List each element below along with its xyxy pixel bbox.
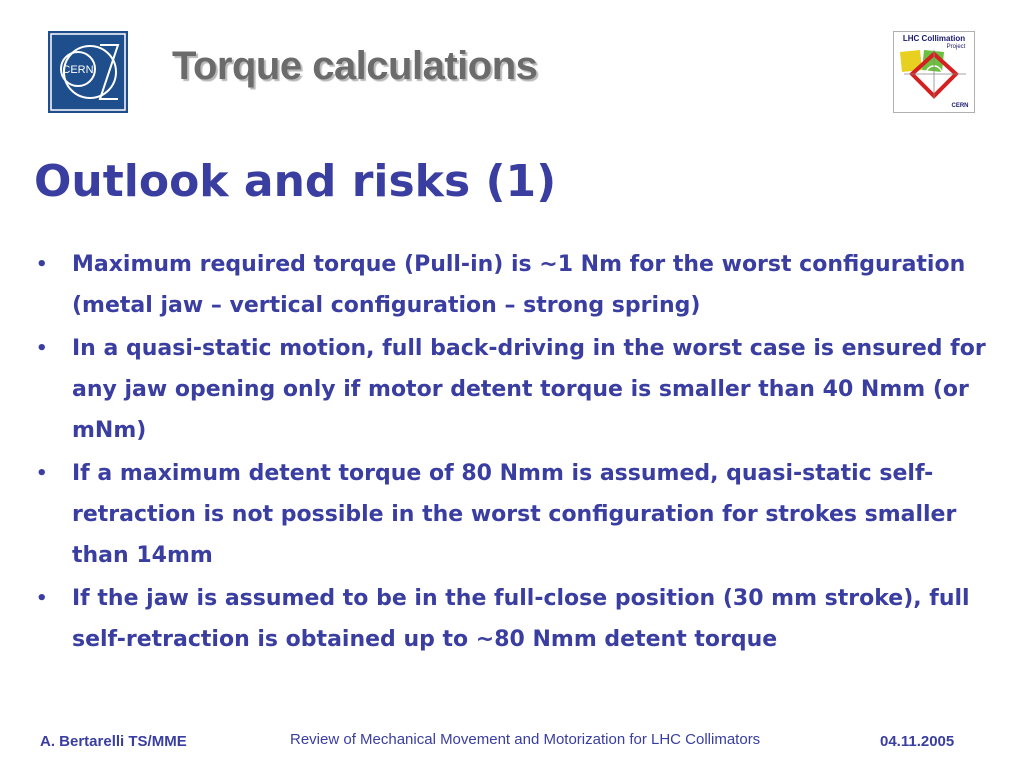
slide-title: Outlook and risks (1) <box>34 156 557 207</box>
bullet-icon: • <box>36 463 48 484</box>
bullet-text: Maximum required torque (Pull-in) is ~1 Nm for the worst configuration (metal jaw – vertical configuration – strong spring) <box>72 252 966 318</box>
svg-text:LHC Collimation: LHC Collimation <box>902 34 966 43</box>
bullet-item <box>36 578 1016 660</box>
footer-date: 04.11.2005 <box>880 733 955 750</box>
bullet-text: If a maximum detent torque of 80 Nmm is assumed, quasi-static self-retraction is not possible in the worst configuration for strokes smaller than 14mm <box>72 461 957 568</box>
bullet-text: In a quasi-static motion, full back-driving in the worst case is ensured for any jaw opening only if motor detent torque is smaller than 40 Nmm (or mNm) <box>72 336 986 443</box>
footer-presentation-title: Review of Mechanical Movement and Motorization for LHC Collimators <box>290 731 761 748</box>
lhc-collimation-logo <box>893 31 975 113</box>
svg-text:CERN: CERN <box>62 64 94 76</box>
bullet-item <box>36 328 1016 451</box>
bullet-icon: • <box>36 338 48 359</box>
header-title: Torque calculations <box>172 44 538 88</box>
svg-text:Project: Project <box>946 44 966 50</box>
bullet-item <box>36 244 1016 326</box>
svg-text:CERN: CERN <box>951 103 969 109</box>
cern-logo <box>48 31 128 113</box>
footer-author: A. Bertarelli TS/MME <box>40 733 187 750</box>
bullet-icon: • <box>36 254 48 275</box>
bullet-icon: • <box>36 588 48 609</box>
bullet-text: If the jaw is assumed to be in the full-close position (30 mm stroke), full self-retraction is obtained up to ~80 Nmm detent torque <box>72 586 970 652</box>
bullet-item <box>36 453 1016 576</box>
bullet-list <box>36 244 1016 662</box>
